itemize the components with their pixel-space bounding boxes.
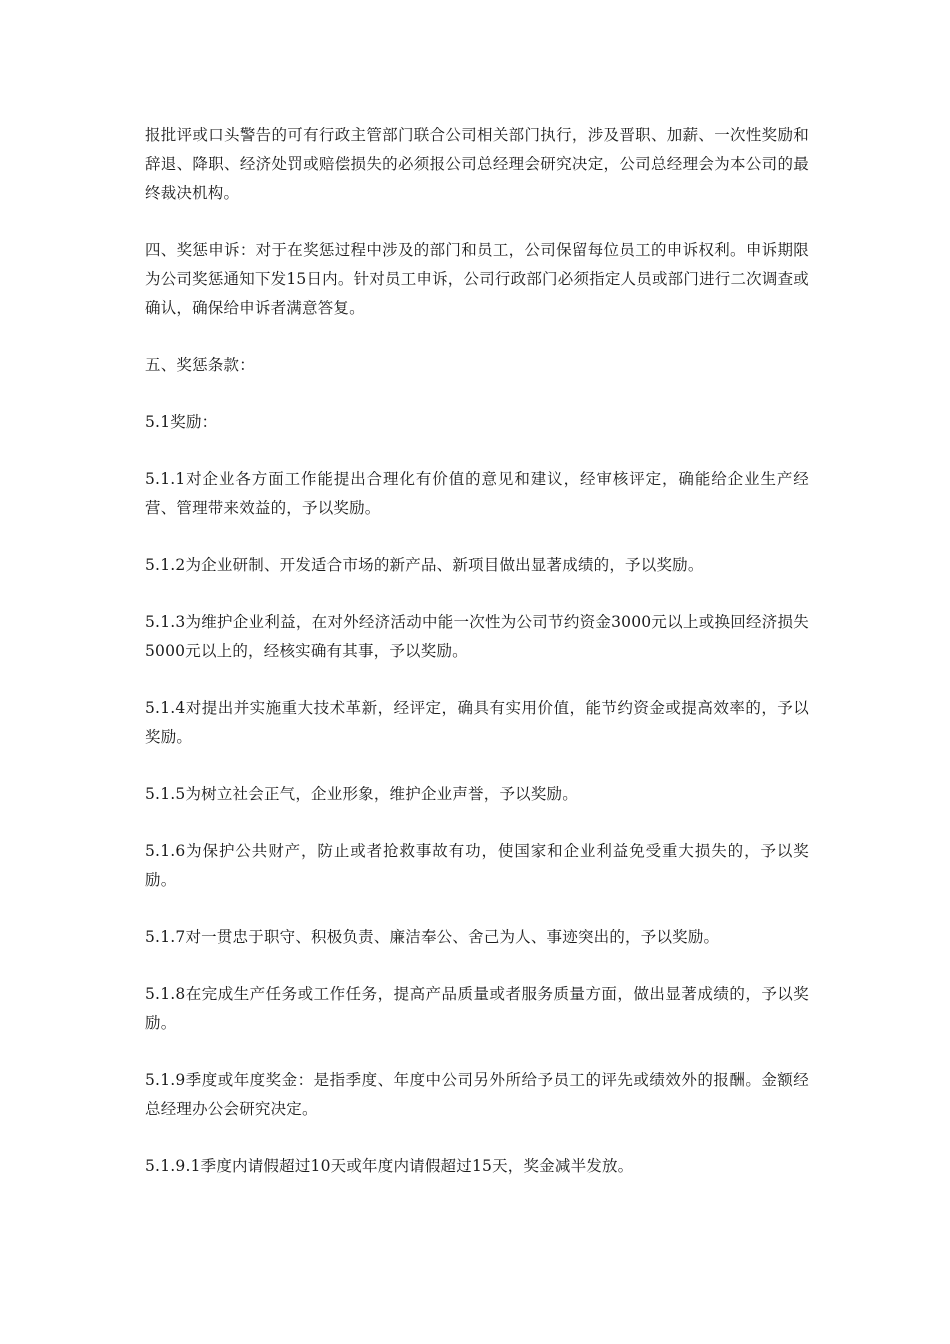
clause-5-1-9-1: 5.1.9.1季度内请假超过10天或年度内请假超过15天，奖金减半发放。 <box>145 1157 634 1175</box>
clause-5-1-3: 5.1.3为维护企业利益，在对外经济活动中能一次性为公司节约资金3000元以上或换回经济损失5000元以上的，经核实确有其事，予以奖励。 <box>145 613 809 660</box>
clause-5-1-2: 5.1.2为企业研制、开发适合市场的新产品、新项目做出显著成绩的，予以奖励。 <box>145 556 704 574</box>
clause-5-1-7: 5.1.7对一贯忠于职守、积极负责、廉洁奉公、舍己为人、事迹突出的，予以奖励。 <box>145 928 720 946</box>
paragraph-approval-authority: 报批评或口头警告的可有行政主管部门联合公司相关部门执行，涉及晋职、加薪、一次性奖励和辞退、降职、经济处罚或赔偿损失的必须报公司总经理会研究决定，公司总经理会为本公司的最终裁决机构。 <box>145 126 809 202</box>
clause-5-1-5: 5.1.5为树立社会正气，企业形象，维护企业声誉，予以奖励。 <box>145 785 578 803</box>
clause-5-1-1: 5.1.1对企业各方面工作能提出合理化有价值的意见和建议，经审核评定，确能给企业生产经营、管理带来效益的，予以奖励。 <box>145 470 809 517</box>
paragraph-appeal: 四、奖惩申诉：对于在奖惩过程中涉及的部门和员工，公司保留每位员工的申诉权利。申诉期限为公司奖惩通知下发15日内。针对员工申诉，公司行政部门必须指定人员或部门进行二次调查或确认，确保给申诉者满意答复。 <box>145 241 809 317</box>
clause-5-1-8: 5.1.8在完成生产任务或工作任务，提高产品质量或者服务质量方面，做出显著成绩的，予以奖励。 <box>145 985 809 1032</box>
subsection-heading-rewards: 5.1奖励： <box>145 413 218 431</box>
clause-5-1-6: 5.1.6为保护公共财产，防止或者抢救事故有功，使国家和企业利益免受重大损失的，予以奖励。 <box>145 842 809 889</box>
section-heading-clauses: 五、奖惩条款： <box>145 356 255 374</box>
clause-5-1-9: 5.1.9季度或年度奖金：是指季度、年度中公司另外所给予员工的评先或绩效外的报酬。金额经总经理办公会研究决定。 <box>145 1071 809 1118</box>
clause-5-1-4: 5.1.4对提出并实施重大技术革新，经评定，确具有实用价值，能节约资金或提高效率的，予以奖励。 <box>145 699 809 746</box>
document-body <box>145 121 809 1209</box>
